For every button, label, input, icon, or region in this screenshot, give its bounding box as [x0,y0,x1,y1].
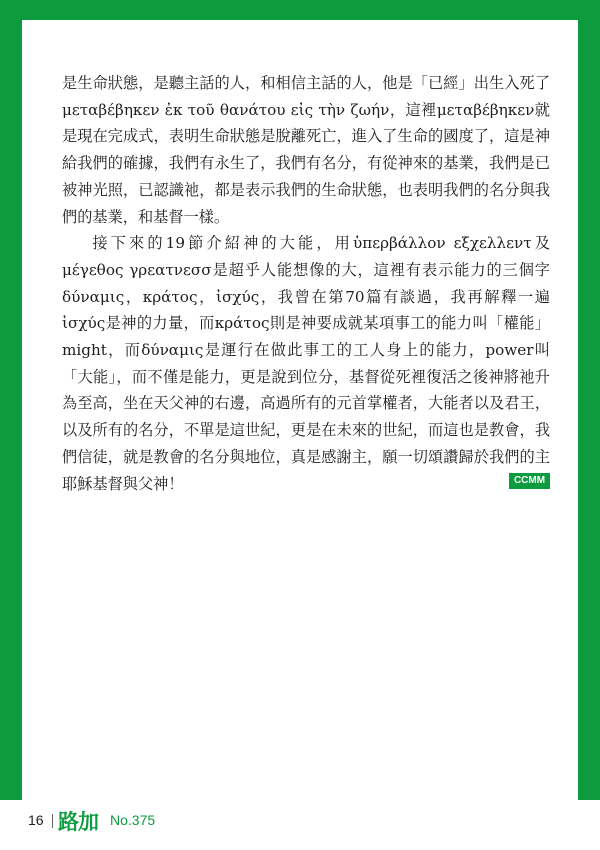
page-number: 16 [28,812,44,828]
article-paragraph-2: 接下來的19節介紹神的大能，用ὑπερβάλλον εξχελλεντ及μέγεθος γρεατνεσσ是超乎人能想像的大，這裡有表示能力的三個字δύναμις，κράτος，ἰσχύς，我曾在第70篇有談過，我再解釋一遍ἰσχύς是神的力量，而κράτος則是神要成就某項事工的能力叫「權能」might，而δύναμις是運行在做此事工的工人身上的能力，power叫「大能」，而不僅是能力，更是說到位分，基督從死裡復活之後神將祂升為至高，坐在天父神的右邊，高過所有的元首掌權者，大能者以及君王，以及所有的名分，不單是這世紀，更是在未來的世紀，而這也是教會，我們信徒，就是教會的名分與地位，真是感謝主，願一切頌讚歸於我們的主耶穌基督與父神！ [62,234,550,493]
footer-divider [52,814,53,828]
issue-number: No.375 [110,812,156,828]
article-body [62,70,550,497]
magazine-logo: 路加 [58,810,98,834]
article-paragraph-1: 是生命狀態，是聽主話的人，和相信主話的人，他是「已經」出生入死了μεταβέβηκεν ἐκ τοῦ θανάτου εἰς τὴν ζωήν，這裡μεταβέβηκεν就是現在完成式，表明生命狀態是脫離死亡，進入了生命的國度了，這是神給我們的確據，我們有永生了，我們有名分，有從神來的基業，我們是已被神光照，已認識祂，都是表示我們的生命狀態，也表明我們的名分與我們的基業，和基督一樣。 [62,74,550,226]
ccmm-badge: CCMM [509,473,550,489]
